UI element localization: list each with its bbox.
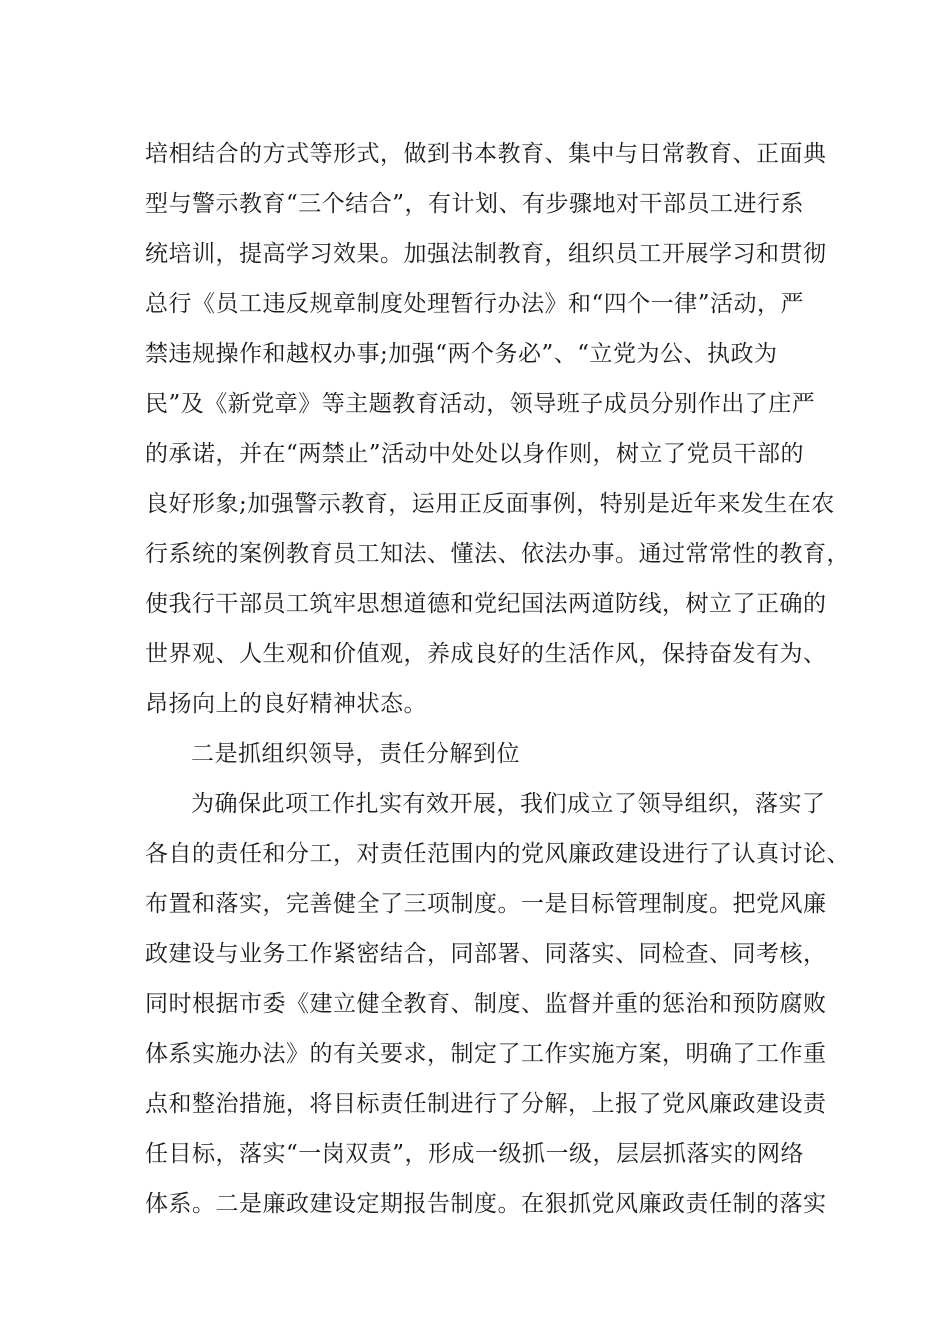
text-line: 的承诺，并在“两禁止”活动中处处以身作则，树立了党员干部的 xyxy=(145,441,805,467)
text-line: 行系统的案例教育员工知法、懂法、依法办事。通过常常性的教育， xyxy=(145,541,850,567)
text-line: 使我行干部员工筑牢思想道德和党纪国法两道防线，树立了正确的 xyxy=(145,591,827,617)
section-heading: 二是抓组织领导，责任分解到位 xyxy=(191,741,520,767)
text-line: 统培训，提高学习效果。加强法制教育，组织员工开展学习和贯彻 xyxy=(145,241,827,267)
text-line: 培相结合的方式等形式，做到书本教育、集中与日常教育、正面典 xyxy=(145,141,827,167)
text-line: 政建设与业务工作紧密结合，同部署、同落实、同检查、同考核， xyxy=(145,941,827,967)
text-line: 体系实施办法》的有关要求，制定了工作实施方案，明确了工作重 xyxy=(145,1041,827,1067)
text-line: 良好形象;加强警示教育，运用正反面事例，特别是近年来发生在农 xyxy=(145,491,835,517)
text-line: 布置和落实，完善健全了三项制度。一是目标管理制度。把党风廉 xyxy=(145,891,827,917)
text-line: 型与警示教育“三个结合”，有计划、有步骤地对干部员工进行系 xyxy=(145,191,805,217)
text-line: 同时根据市委《建立健全教育、制度、监督并重的惩治和预防腐败 xyxy=(145,991,827,1017)
text-line: 点和整治措施，将目标责任制进行了分解，上报了党风廉政建设责 xyxy=(145,1091,827,1117)
text-line: 昂扬向上的良好精神状态。 xyxy=(145,691,427,717)
text-line: 民”及《新党章》等主题教育活动，领导班子成员分别作出了庄严 xyxy=(145,391,816,417)
text-line: 禁违规操作和越权办事;加强“两个务必”、“立党为公、执政为 xyxy=(145,341,778,367)
text-line: 体系。二是廉政建设定期报告制度。在狠抓党风廉政责任制的落实 xyxy=(145,1191,827,1217)
text-line: 各自的责任和分工，对责任范围内的党风廉政建设进行了认真讨论、 xyxy=(145,841,850,867)
text-line: 任目标，落实“一岗双责”，形成一级抓一级，层层抓落实的网络 xyxy=(145,1141,805,1167)
text-line: 为确保此项工作扎实有效开展，我们成立了领导组织，落实了 xyxy=(191,791,826,817)
text-line: 世界观、人生观和价值观，养成良好的生活作风，保持奋发有为、 xyxy=(145,641,827,667)
text-line: 总行《员工违反规章制度处理暂行办法》和“四个一律”活动，严 xyxy=(145,291,805,317)
